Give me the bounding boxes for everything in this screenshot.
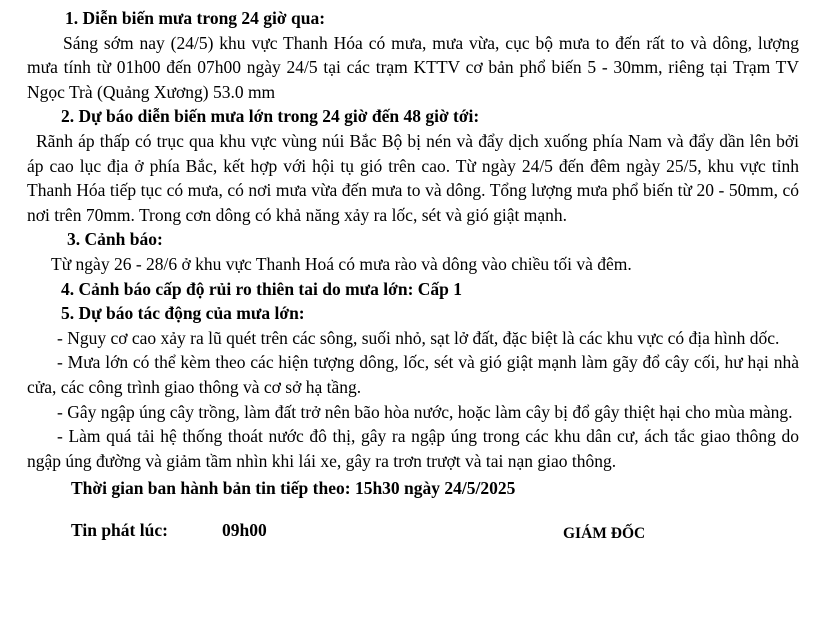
section-3-text: Từ ngày 26 - 28/6 ở khu vực Thanh Hoá có mưa rào và dông vào chiều tối và đêm. <box>51 253 632 274</box>
impact-bullet-flash-flood: - Nguy cơ cao xảy ra lũ quét trên các sông, suối nhỏ, sạt lở đất, đặc biệt là các khu vực có địa hình dốc. <box>57 327 780 348</box>
section-1-heading: 1. Diễn biến mưa trong 24 giờ qua: <box>65 8 326 28</box>
section-3-heading: 3. Cảnh báo: <box>67 229 163 250</box>
posted-at-label: Tin phát lúc: <box>71 520 168 541</box>
section-2-heading: 2. Dự báo diễn biến mưa lớn trong 24 giờ đến 48 giờ tới: <box>61 106 480 127</box>
section-1-text: Sáng sớm nay (24/5) khu vực Thanh Hóa có mưa, mưa vừa, cục bộ mưa to đến rất to và dông, lượng mưa tính từ 01h00 đến 07h00 ngày 24/5 tại các trạm KTTV cơ bản phổ biến 5 - 30mm, riêng tại Trạm TV Ngọc Trà (Quảng Xương) 53.0 mm <box>27 32 799 102</box>
footer-row <box>27 518 799 544</box>
section-4-heading: 4. Cảnh báo cấp độ rủi ro thiên tai do mưa lớn: Cấp 1 <box>61 278 463 299</box>
signer-title: GIÁM ĐỐC <box>563 525 646 543</box>
impact-bullet-storm-damage: - Mưa lớn có thể kèm theo các hiện tượng dông, lốc, sét và gió giật mạnh làm gãy đổ cây cối, hư hại nhà cửa, các công trình giao thông và cơ sở hạ tầng. <box>27 352 799 397</box>
impact-bullet-urban-drainage: - Làm quá tải hệ thống thoát nước đô thị, gây ra ngập úng trong các khu dân cư, ách tắc giao thông do ngập úng đường và giảm tầm nhìn khi lái xe, gây ra trơn trượt và tai nạn giao thông. <box>27 426 799 471</box>
posted-at-time: 09h00 <box>222 520 267 541</box>
section-5-heading: 5. Dự báo tác động của mưa lớn: <box>61 303 305 324</box>
impact-bullet-crop-flooding: - Gây ngập úng cây trồng, làm đất trở nên bão hòa nước, hoặc làm cây bị đổ gây thiệt hại cho mùa màng. <box>57 401 793 422</box>
next-issue-time: Thời gian ban hành bản tin tiếp theo: 15h30 ngày 24/5/2025 <box>71 478 516 499</box>
section-2-text: Rãnh áp thấp có trục qua khu vực vùng núi Bắc Bộ bị nén và đẩy dịch xuống phía Nam và đẩy dần lên bởi áp cao lục địa ở phía Bắc, kết hợp với hội tụ gió trên cao. Từ ngày 24/5 đến đêm ngày 25/5, khu vực tỉnh Thanh Hóa tiếp tục có mưa, có nơi mưa vừa đến mưa to và dông. Tổng lượng mưa phổ biến từ 20 - 50mm, có nơi trên 70mm. Trong cơn dông có khả năng xảy ra lốc, sét và gió giật mạnh. <box>27 130 799 225</box>
